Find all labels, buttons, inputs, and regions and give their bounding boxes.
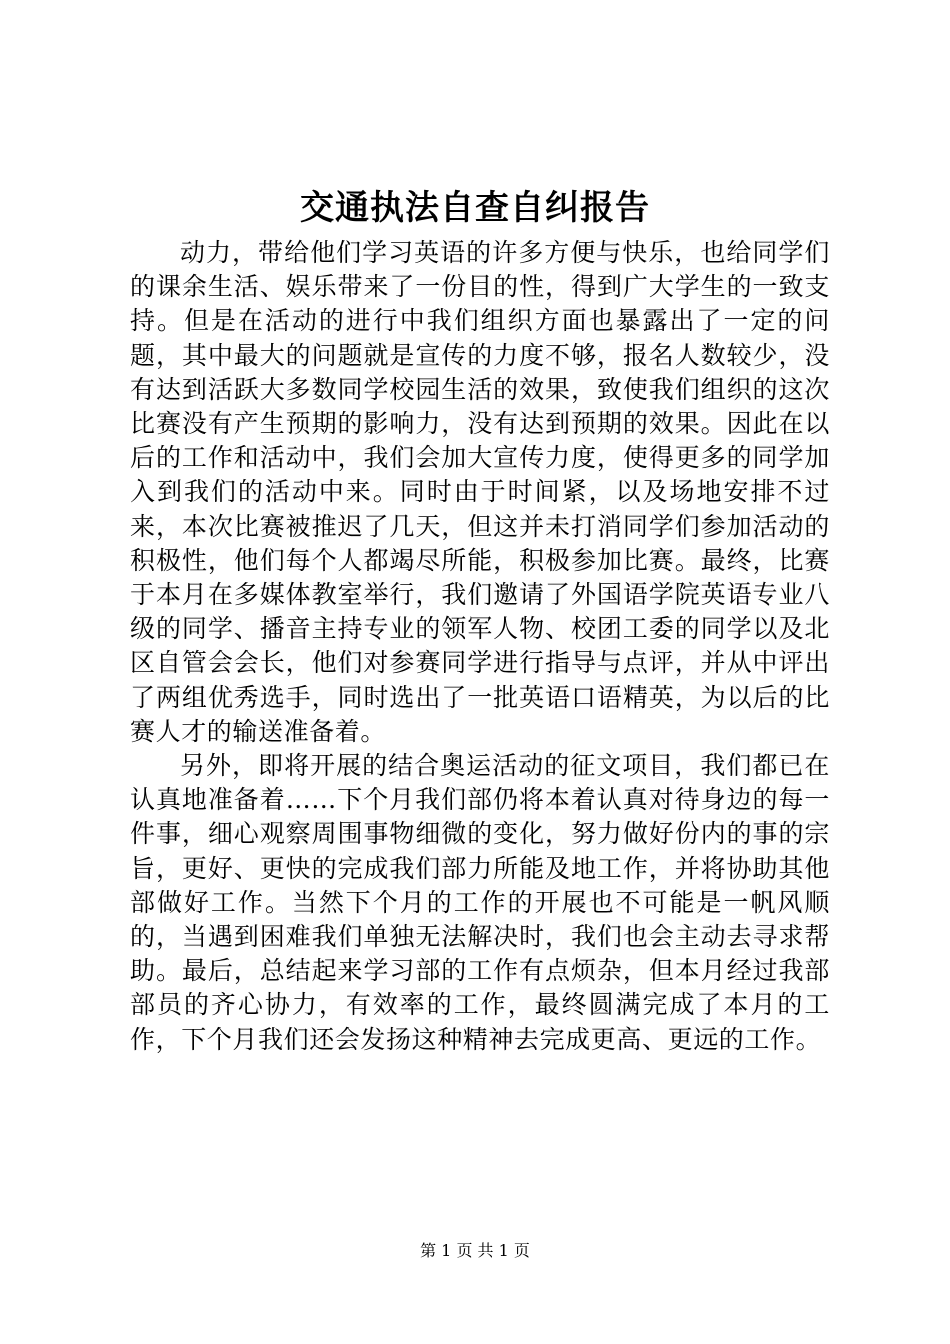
body-paragraph-1: 动力，带给他们学习英语的许多方便与快乐，也给同学们的课余生活、娱乐带来了一份目的性，得到广大学生的一致支持。但是在活动的进行中我们组织方面也暴露出了一定的问题，其中最大的问题就是宣传的力度不够，报名人数较少，没有达到活跃大多数同学校园生活的效果，致使我们组织的这次比赛没有产生预期的影响力，没有达到预期的效果。因此在以后的工作和活动中，我们会加大宣传力度，使得更多的同学加入到我们的活动中来。同时由于时间紧，以及场地安排不过来，本次比赛被推迟了几天，但这并未打消同学们参加活动的积极性，他们每个人都竭尽所能，积极参加比赛。最终，比赛于本月在多媒体教室举行，我们邀请了外国语学院英语专业八级的同学、播音主持专业的领军人物、校团工委的同学以及北区自管会会长，他们对参赛同学进行指导与点评，并从中评出了两组优秀选手，同时选出了一批英语口语精英，为以后的比赛人才的输送准备着。 [130,238,830,746]
document-body [130,236,830,1057]
body-paragraph-2: 另外，即将开展的结合奥运活动的征文项目，我们都已在认真地准备着……下个月我们部仍将本着认真对待身边的每一件事，细心观察周围事物细微的变化，努力做好份内的事的宗旨，更好、更快的完成我们部力所能及地工作，并将协助其他部做好工作。当然下个月的工作的开展也不可能是一帆风顺的，当遇到困难我们单独无法解决时，我们也会主动去寻求帮助。最后，总结起来学习部的工作有点烦杂，但本月经过我部部员的齐心协力，有效率的工作，最终圆满完成了本月的工作，下个月我们还会发扬这种精神去完成更高、更远的工作。 [130,751,830,1054]
page-footer: 第 1 页 共 1 页 [420,1241,530,1260]
document-title: 交通执法自查自纠报告 [300,188,650,228]
